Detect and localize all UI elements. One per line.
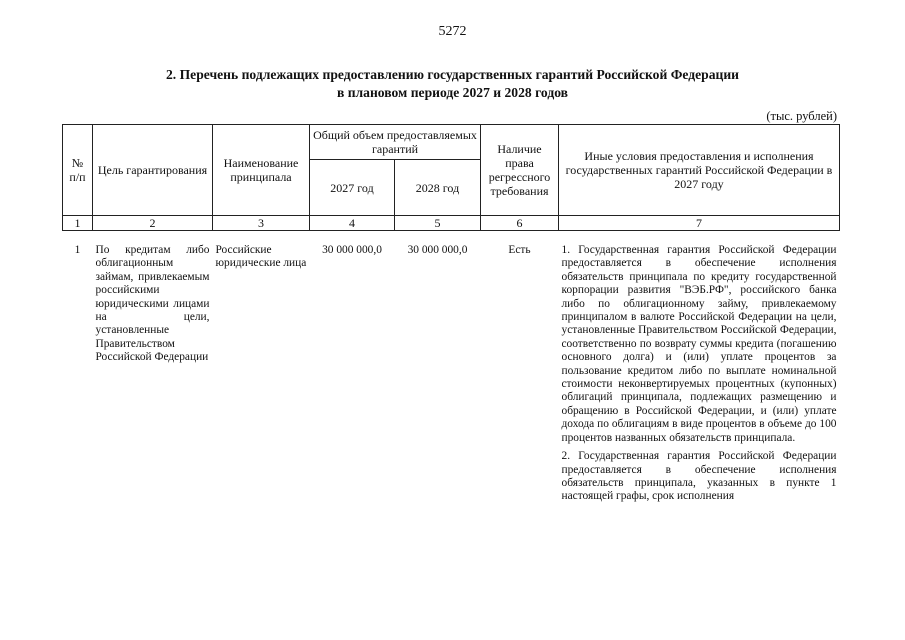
- header-total-volume: Общий объем предоставляемых гарантий: [310, 125, 481, 160]
- units-note: (тыс. рублей): [766, 109, 837, 123]
- title-line-2: в плановом периоде 2027 и 2028 годов: [336, 85, 569, 100]
- header-purpose: Цель гарантирования: [93, 125, 213, 216]
- header-year-2027: 2027 год: [310, 160, 395, 216]
- table-row: [63, 239, 840, 509]
- column-number: 5: [395, 216, 481, 231]
- condition-paragraph-2: 2. Государственная гарантия Российской Федерации предоставляется в обеспечение исполнения обязательств принципала, указанных в пункте 1 настоящей графы, срок исполнения: [561, 450, 837, 503]
- row-conditions: [559, 239, 840, 509]
- column-number: 4: [310, 216, 395, 231]
- guarantees-table: [62, 124, 840, 509]
- row-spacer: [63, 231, 840, 240]
- header-no: № п/п: [63, 125, 93, 216]
- column-number: 2: [93, 216, 213, 231]
- column-numbers-row: [63, 216, 840, 231]
- row-amount-2028: 30 000 000,0: [407, 244, 468, 256]
- column-number: 3: [213, 216, 310, 231]
- row-purpose: По кредитам либо облигационным займам, привлекаемым российскими юридическими лицами на цели, установленные Правительством Российской Федерации: [95, 244, 210, 364]
- column-number: 6: [481, 216, 559, 231]
- row-number: 1: [74, 244, 81, 256]
- column-number: 7: [559, 216, 840, 231]
- header-principal: Наименование принципала: [213, 125, 310, 216]
- row-amount-2027: 30 000 000,0: [322, 244, 382, 256]
- row-principal: Российские юридические лица: [215, 244, 307, 270]
- title-line-1: 2. Перечень подлежащих предоставлению государственных гарантий Российской Федерации: [166, 67, 739, 82]
- page-number: 5272: [438, 24, 467, 39]
- column-number: 1: [63, 216, 93, 231]
- condition-paragraph-1: 1. Государственная гарантия Российской Федерации предоставляется в обеспечение исполнения обязательств принципала по кредиту государственной корпорации развития "ВЭБ.РФ", российского банка либо по облигационному займу, привлекаемому принципалом в валюте Российской Федерации на цели, установленные Правительством Российской Федерации, соответственно по возврату суммы кредита (погашению основного долга) и (или) уплате процентов за пользование кредитом либо по выплате номинальной стоимости неконвертируемых процентных (купонных) облигаций принципала, подлежащих размещению и обращению в Российской Федерации, и (или) уплате дохода по облигациям в виде процентов в объеме до 100 процентов названных обязательств принципала.: [561, 244, 837, 444]
- row-regress: Есть: [508, 244, 531, 256]
- header-conditions: Иные условия предоставления и исполнения государственных гарантий Российской Федерации в 2027 году: [559, 125, 840, 216]
- header-year-2028: 2028 год: [395, 160, 481, 216]
- header-row-1: [63, 125, 840, 160]
- document-title: [60, 66, 845, 102]
- header-regress: Наличие права регрессного требования: [481, 125, 559, 216]
